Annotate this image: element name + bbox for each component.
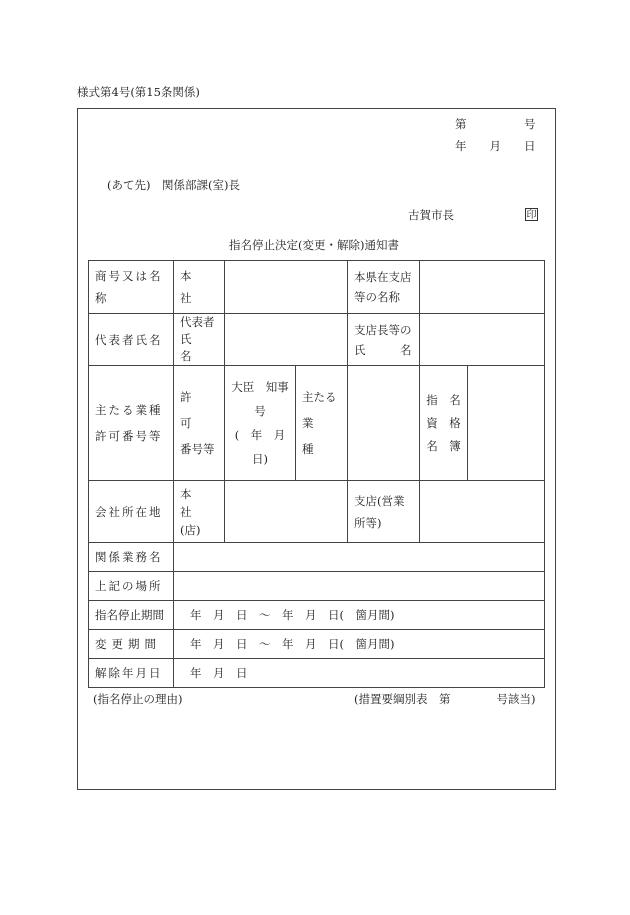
value-branch-name (420, 261, 545, 314)
seal-mark: 印 (526, 210, 537, 221)
label-main-type: 主たる 業 種 (296, 366, 348, 481)
row-suspension-period (89, 601, 545, 630)
sub-head-office: 本 社 (174, 261, 225, 314)
row-representative (89, 314, 545, 366)
suspension-reason-label: (指名停止の理由) (93, 692, 183, 706)
value-head-office-name (225, 261, 348, 314)
value-representative (225, 314, 348, 366)
value-qualification-list (468, 366, 545, 481)
label-location: 上記の場所 (89, 572, 174, 601)
value-suspension-period: 年 月 日 ～ 年 月 日( 箇月間) (174, 601, 545, 630)
value-branch-address (420, 481, 545, 543)
date-line: 年 月 日 (455, 139, 536, 153)
notice-table (88, 260, 545, 688)
sub-head-office-address: 本 社 (店) (174, 481, 225, 543)
label-main-business: 主たる業種 許可番号等 (89, 366, 174, 481)
value-release-date: 年 月 日 (174, 659, 545, 688)
label-qualification-list: 指 名 資 格 名 簿 (420, 366, 468, 481)
label-branch-address: 支店(営業 所等) (348, 481, 420, 543)
label-change-period: 変更期間 (89, 630, 174, 659)
label-suspension-period: 指名停止期間 (89, 601, 174, 630)
document-title: 指名停止決定(変更・解除)通知書 (229, 238, 399, 252)
label-branch-name: 本県在支店 等の名称 (348, 261, 420, 314)
value-head-office-address (225, 481, 348, 543)
label-company-address: 会社所在地 (89, 481, 174, 543)
row-main-business (89, 366, 545, 481)
sub-representative: 代表者 氏 名 (174, 314, 225, 366)
measure-reference: (措置要綱別表 第 号該当) (354, 692, 536, 706)
value-license-number: 大臣 知事 号 ( 年 月 日) (225, 366, 296, 481)
label-branch-manager: 支店長等の 氏 名 (348, 314, 420, 366)
row-release-date (89, 659, 545, 688)
value-location (174, 572, 545, 601)
value-change-period: 年 月 日 ～ 年 月 日( 箇月間) (174, 630, 545, 659)
row-change-period (89, 630, 545, 659)
label-representative: 代表者氏名 (89, 314, 174, 366)
value-related-work (174, 543, 545, 572)
label-company-name: 商号又は名称 (89, 261, 174, 314)
issuer: 古賀市長 (408, 208, 454, 222)
label-related-work: 関係業務名 (89, 543, 174, 572)
document-number-line: 第 号 (455, 117, 536, 131)
row-company-address (89, 481, 545, 543)
value-branch-manager (420, 314, 545, 366)
row-company-name (89, 261, 545, 314)
form-number: 様式第4号(第15条関係) (77, 85, 200, 99)
recipient: (あて先) 関係部課(室)長 (107, 178, 240, 192)
row-related-work (89, 543, 545, 572)
sub-license: 許 可 番号等 (174, 366, 225, 481)
row-location (89, 572, 545, 601)
label-release-date: 解除年月日 (89, 659, 174, 688)
value-main-type (348, 366, 420, 481)
